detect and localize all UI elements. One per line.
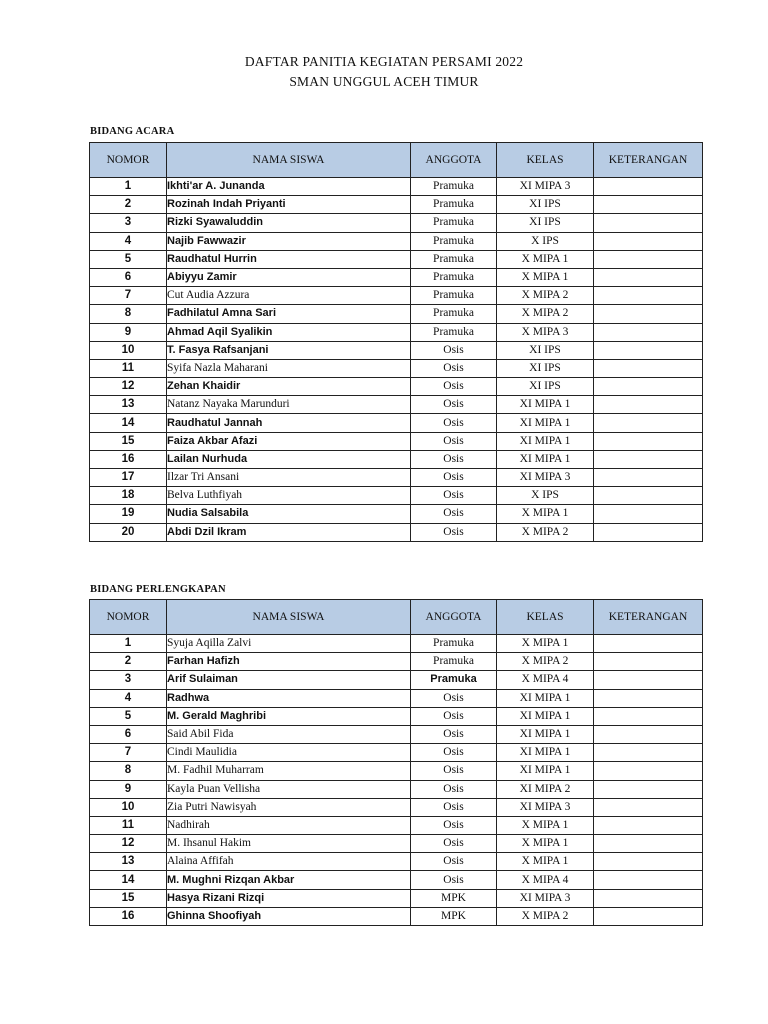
header-kelas: KELAS — [497, 600, 594, 635]
student-name: M. Mughni Rizqan Akbar — [167, 871, 411, 889]
table-row — [90, 268, 703, 286]
row-number: 4 — [90, 232, 167, 250]
remarks — [594, 907, 703, 925]
table-row — [90, 653, 703, 671]
remarks — [594, 505, 703, 523]
table-row — [90, 835, 703, 853]
member-group: Pramuka — [411, 250, 497, 268]
class-name: XI IPS — [497, 378, 594, 396]
remarks — [594, 323, 703, 341]
class-name: XI IPS — [497, 359, 594, 377]
table-row — [90, 744, 703, 762]
member-group: Osis — [411, 816, 497, 834]
member-group: Pramuka — [411, 305, 497, 323]
student-name: Hasya Rizani Rizqi — [167, 889, 411, 907]
student-name: Ghinna Shoofiyah — [167, 907, 411, 925]
student-name: Fadhilatul Amna Sari — [167, 305, 411, 323]
class-name: X MIPA 1 — [497, 250, 594, 268]
remarks — [594, 196, 703, 214]
table-row — [90, 287, 703, 305]
class-name: X MIPA 2 — [497, 653, 594, 671]
student-name: Cindi Maulidia — [167, 744, 411, 762]
class-name: X MIPA 4 — [497, 871, 594, 889]
class-name: X MIPA 2 — [497, 305, 594, 323]
student-name: Faiza Akbar Afazi — [167, 432, 411, 450]
member-group: Osis — [411, 487, 497, 505]
remarks — [594, 450, 703, 468]
student-name: Farhan Hafizh — [167, 653, 411, 671]
class-name: XI IPS — [497, 341, 594, 359]
class-name: XI MIPA 1 — [497, 762, 594, 780]
member-group: Pramuka — [411, 196, 497, 214]
class-name: XI MIPA 1 — [497, 450, 594, 468]
remarks — [594, 432, 703, 450]
member-group: Osis — [411, 835, 497, 853]
remarks — [594, 305, 703, 323]
remarks — [594, 487, 703, 505]
table-acara — [89, 142, 703, 542]
row-number: 2 — [90, 196, 167, 214]
remarks — [594, 287, 703, 305]
member-group: Osis — [411, 798, 497, 816]
row-number: 5 — [90, 250, 167, 268]
member-group: Pramuka — [411, 671, 497, 689]
table-row — [90, 396, 703, 414]
student-name: Abdi Dzil Ikram — [167, 523, 411, 541]
member-group: Osis — [411, 853, 497, 871]
remarks — [594, 762, 703, 780]
class-name: X MIPA 4 — [497, 671, 594, 689]
remarks — [594, 671, 703, 689]
row-number: 10 — [90, 798, 167, 816]
student-name: T. Fasya Rafsanjani — [167, 341, 411, 359]
row-number: 17 — [90, 469, 167, 487]
row-number: 15 — [90, 889, 167, 907]
table-row — [90, 178, 703, 196]
table-row — [90, 196, 703, 214]
student-name: Syifa Nazla Maharani — [167, 359, 411, 377]
student-name: Belva Luthfiyah — [167, 487, 411, 505]
class-name: XI MIPA 1 — [497, 396, 594, 414]
member-group: MPK — [411, 907, 497, 925]
class-name: XI MIPA 1 — [497, 725, 594, 743]
table-row — [90, 762, 703, 780]
class-name: XI MIPA 3 — [497, 469, 594, 487]
row-number: 18 — [90, 487, 167, 505]
table-row — [90, 469, 703, 487]
member-group: Osis — [411, 707, 497, 725]
table-row — [90, 889, 703, 907]
student-name: Natanz Nayaka Marunduri — [167, 396, 411, 414]
class-name: X IPS — [497, 487, 594, 505]
document-subtitle: SMAN UNGGUL ACEH TIMUR — [289, 74, 479, 89]
student-name: Raudhatul Jannah — [167, 414, 411, 432]
row-number: 5 — [90, 707, 167, 725]
row-number: 6 — [90, 268, 167, 286]
student-name: Kayla Puan Vellisha — [167, 780, 411, 798]
row-number: 8 — [90, 762, 167, 780]
table-row — [90, 378, 703, 396]
remarks — [594, 689, 703, 707]
row-number: 3 — [90, 214, 167, 232]
header-nama-siswa: NAMA SISWA — [167, 600, 411, 635]
remarks — [594, 816, 703, 834]
student-name: Ikhti'ar A. Junanda — [167, 178, 411, 196]
table-row — [90, 432, 703, 450]
member-group: Osis — [411, 780, 497, 798]
remarks — [594, 523, 703, 541]
row-number: 7 — [90, 744, 167, 762]
row-number: 10 — [90, 341, 167, 359]
member-group: Osis — [411, 744, 497, 762]
student-name: Abiyyu Zamir — [167, 268, 411, 286]
row-number: 16 — [90, 907, 167, 925]
remarks — [594, 469, 703, 487]
student-name: Lailan Nurhuda — [167, 450, 411, 468]
class-name: X MIPA 2 — [497, 523, 594, 541]
member-group: Pramuka — [411, 653, 497, 671]
remarks — [594, 889, 703, 907]
class-name: X MIPA 2 — [497, 287, 594, 305]
member-group: Pramuka — [411, 287, 497, 305]
table-row — [90, 780, 703, 798]
class-name: X MIPA 1 — [497, 853, 594, 871]
row-number: 6 — [90, 725, 167, 743]
student-name: Cut Audia Azzura — [167, 287, 411, 305]
remarks — [594, 725, 703, 743]
table-row — [90, 671, 703, 689]
table-row — [90, 414, 703, 432]
remarks — [594, 359, 703, 377]
row-number: 8 — [90, 305, 167, 323]
header-nomor: NOMOR — [90, 143, 167, 178]
class-name: X MIPA 1 — [497, 505, 594, 523]
student-name: Said Abil Fida — [167, 725, 411, 743]
student-name: M. Ihsanul Hakim — [167, 835, 411, 853]
remarks — [594, 853, 703, 871]
member-group: MPK — [411, 889, 497, 907]
table-row — [90, 359, 703, 377]
row-number: 9 — [90, 323, 167, 341]
member-group: Pramuka — [411, 232, 497, 250]
row-number: 13 — [90, 853, 167, 871]
section-label-acara: BIDANG ACARA — [90, 126, 175, 137]
class-name: X MIPA 1 — [497, 816, 594, 834]
student-name: Alaina Affifah — [167, 853, 411, 871]
remarks — [594, 250, 703, 268]
remarks — [594, 707, 703, 725]
header-anggota: ANGGOTA — [411, 143, 497, 178]
table-row — [90, 907, 703, 925]
table-row — [90, 853, 703, 871]
remarks — [594, 414, 703, 432]
table-row — [90, 689, 703, 707]
class-name: X MIPA 3 — [497, 323, 594, 341]
student-name: Ahmad Aqil Syalikin — [167, 323, 411, 341]
member-group: Osis — [411, 341, 497, 359]
table-row — [90, 707, 703, 725]
table-row — [90, 798, 703, 816]
student-name: Syuja Aqilla Zalvi — [167, 635, 411, 653]
member-group: Osis — [411, 414, 497, 432]
member-group: Pramuka — [411, 268, 497, 286]
header-nama-siswa: NAMA SISWA — [167, 143, 411, 178]
member-group: Osis — [411, 871, 497, 889]
student-name: Nadhirah — [167, 816, 411, 834]
row-number: 19 — [90, 505, 167, 523]
class-name: XI MIPA 2 — [497, 780, 594, 798]
table-row — [90, 305, 703, 323]
student-name: Nudia Salsabila — [167, 505, 411, 523]
student-name: Radhwa — [167, 689, 411, 707]
member-group: Pramuka — [411, 323, 497, 341]
row-number: 2 — [90, 653, 167, 671]
member-group: Osis — [411, 523, 497, 541]
class-name: X IPS — [497, 232, 594, 250]
class-name: X MIPA 1 — [497, 835, 594, 853]
remarks — [594, 396, 703, 414]
table-row — [90, 635, 703, 653]
row-number: 1 — [90, 178, 167, 196]
student-name: Najib Fawwazir — [167, 232, 411, 250]
student-name: Rizki Syawaluddin — [167, 214, 411, 232]
class-name: X MIPA 2 — [497, 907, 594, 925]
row-number: 7 — [90, 287, 167, 305]
class-name: XI IPS — [497, 196, 594, 214]
class-name: XI MIPA 3 — [497, 889, 594, 907]
student-name: M. Fadhil Muharram — [167, 762, 411, 780]
row-number: 14 — [90, 871, 167, 889]
table-row — [90, 816, 703, 834]
member-group: Osis — [411, 689, 497, 707]
table-row — [90, 232, 703, 250]
remarks — [594, 871, 703, 889]
class-name: XI MIPA 3 — [497, 178, 594, 196]
student-name: Zehan Khaidir — [167, 378, 411, 396]
remarks — [594, 744, 703, 762]
row-number: 3 — [90, 671, 167, 689]
member-group: Osis — [411, 469, 497, 487]
student-name: Rozinah Indah Priyanti — [167, 196, 411, 214]
member-group: Pramuka — [411, 635, 497, 653]
student-name: M. Gerald Maghribi — [167, 707, 411, 725]
table-header-row — [90, 600, 703, 635]
class-name: XI MIPA 1 — [497, 414, 594, 432]
document-title: DAFTAR PANITIA KEGIATAN PERSAMI 2022 — [244, 54, 524, 69]
table-row — [90, 214, 703, 232]
row-number: 15 — [90, 432, 167, 450]
table-row — [90, 487, 703, 505]
table-header-row — [90, 143, 703, 178]
remarks — [594, 341, 703, 359]
member-group: Pramuka — [411, 178, 497, 196]
member-group: Osis — [411, 378, 497, 396]
remarks — [594, 268, 703, 286]
row-number: 11 — [90, 359, 167, 377]
header-nomor: NOMOR — [90, 600, 167, 635]
table-row — [90, 323, 703, 341]
table-row — [90, 725, 703, 743]
row-number: 16 — [90, 450, 167, 468]
class-name: XI MIPA 3 — [497, 798, 594, 816]
remarks — [594, 178, 703, 196]
class-name: XI MIPA 1 — [497, 707, 594, 725]
header-keterangan: KETERANGAN — [594, 143, 703, 178]
row-number: 14 — [90, 414, 167, 432]
class-name: XI IPS — [497, 214, 594, 232]
member-group: Osis — [411, 359, 497, 377]
member-group: Osis — [411, 505, 497, 523]
table-row — [90, 341, 703, 359]
row-number: 20 — [90, 523, 167, 541]
table-row — [90, 871, 703, 889]
member-group: Pramuka — [411, 214, 497, 232]
table-row — [90, 523, 703, 541]
remarks — [594, 635, 703, 653]
header-kelas: KELAS — [497, 143, 594, 178]
header-keterangan: KETERANGAN — [594, 600, 703, 635]
table-row — [90, 250, 703, 268]
remarks — [594, 214, 703, 232]
student-name: Arif Sulaiman — [167, 671, 411, 689]
row-number: 12 — [90, 835, 167, 853]
table-perlengkapan — [89, 599, 703, 926]
section-label-perlengkapan: BIDANG PERLENGKAPAN — [90, 584, 226, 595]
class-name: X MIPA 1 — [497, 635, 594, 653]
row-number: 9 — [90, 780, 167, 798]
student-name: Raudhatul Hurrin — [167, 250, 411, 268]
remarks — [594, 780, 703, 798]
row-number: 1 — [90, 635, 167, 653]
row-number: 11 — [90, 816, 167, 834]
row-number: 12 — [90, 378, 167, 396]
class-name: X MIPA 1 — [497, 268, 594, 286]
class-name: XI MIPA 1 — [497, 744, 594, 762]
student-name: Ilzar Tri Ansani — [167, 469, 411, 487]
class-name: XI MIPA 1 — [497, 432, 594, 450]
member-group: Osis — [411, 396, 497, 414]
row-number: 13 — [90, 396, 167, 414]
remarks — [594, 798, 703, 816]
remarks — [594, 653, 703, 671]
table-row — [90, 450, 703, 468]
row-number: 4 — [90, 689, 167, 707]
student-name: Zia Putri Nawisyah — [167, 798, 411, 816]
table-row — [90, 505, 703, 523]
remarks — [594, 835, 703, 853]
header-anggota: ANGGOTA — [411, 600, 497, 635]
class-name: XI MIPA 1 — [497, 689, 594, 707]
member-group: Osis — [411, 450, 497, 468]
member-group: Osis — [411, 432, 497, 450]
remarks — [594, 378, 703, 396]
member-group: Osis — [411, 725, 497, 743]
remarks — [594, 232, 703, 250]
member-group: Osis — [411, 762, 497, 780]
